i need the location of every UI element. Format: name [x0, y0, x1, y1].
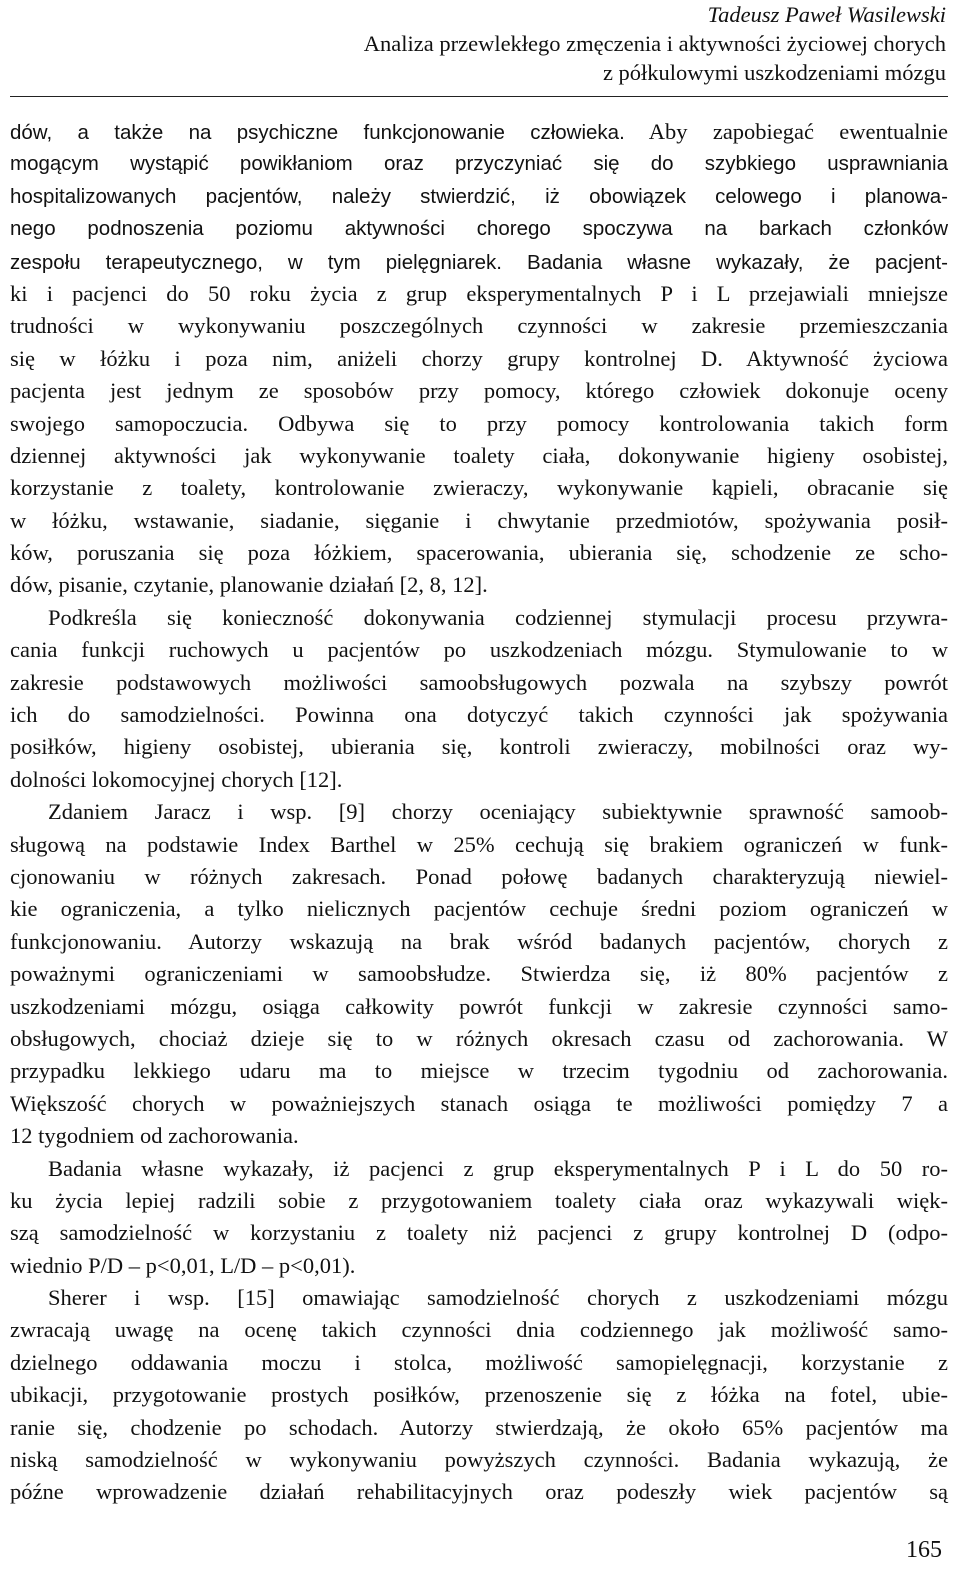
text-segment: Odbywa się to przy pomocy kontrolowania takich form — [248, 410, 948, 436]
text-line: funkcjonowaniu. Autorzy wskazują na brak wśród badanych pacjentów, chorych z — [10, 928, 948, 954]
text-line: ku życia lepiej radzili sobie z przygotowaniem toalety ciała oraz wykazywali więk- — [10, 1187, 948, 1213]
text-line: zwracają uwagę na ocenę takich czynności dnia codziennego jak możliwość samo- — [10, 1317, 948, 1343]
text-segment: swojego samopoczucia. — [10, 410, 249, 436]
text-line: hospitalizowanych pacjentów, należy stwierdzić, iż obowiązek celowego i planowa- — [10, 184, 948, 208]
text-line: ubikacji, przygotowanie prostych posiłków, przenoszenie się z łóżka na fotel, ubie- — [10, 1382, 948, 1408]
text-line: Zdaniem Jaracz i wsp. [9] chorzy oceniający subiektywnie sprawność samoob- — [48, 799, 948, 825]
text-line: ków, poruszania się poza łóżkiem, spacerowania, ubierania się, schodzenie ze scho- — [10, 540, 948, 566]
text-line: trudności w wykonywaniu poszczególnych czynności w zakresie przemieszczania — [10, 313, 948, 339]
text-line: ki i pacjenci do 50 roku życia z grup eksperymentalnych P i L przejawiali mniejsze — [10, 280, 948, 306]
text-line: uszkodzeniami mózgu, osiąga całkowity powrót funkcji w zakresie czynności samo- — [10, 993, 948, 1019]
text-line: mogącym wystąpić powikłaniom oraz przyczyniać się do szybkiego usprawniania — [10, 152, 948, 176]
text-line: korzystanie z toalety, kontrolowanie zwieraczy, wykonywanie kąpieli, obracanie się — [10, 475, 948, 501]
header-title-line-2: z półkulowymi uszkodzeniami mózgu — [602, 60, 946, 85]
page-number: 165 — [906, 1537, 942, 1563]
text-line: dziennej aktywności jak wykonywanie toalety ciała, dokonywanie higieny osobistej, — [10, 442, 948, 468]
text-segment: zespołu terapeutycznego, w tym pielęgniarek. — [10, 250, 503, 274]
text-line: przypadku lekkiego udaru ma to miejsce w trzecim tygodniu od zachorowania. — [10, 1058, 948, 1084]
text-line: wiednio P/D – p<0,01, L/D – p<0,01). — [10, 1252, 356, 1278]
text-line: ranie się, chodzenie po schodach. Autorzy stwierdzają, że około 65% pacjentów ma — [10, 1414, 948, 1440]
text-line: dów, pisanie, czytanie, planowanie działań [2, 8, 12]. — [10, 572, 488, 598]
text-line: obsługowych, chociaż dzieje się to w różnych okresach czasu od zachorowania. W — [10, 1025, 948, 1051]
text-line: Większość chorych w poważniejszych stanach osiąga te możliwości pomiędzy 7 a — [10, 1090, 948, 1116]
text-line: cania funkcji ruchowych u pacjentów po uszkodzeniach mózgu. Stymulowanie to w — [10, 637, 948, 663]
text-line: w łóżku, wstawanie, siadanie, sięganie i chwytanie przedmiotów, spożywania posił- — [10, 507, 948, 533]
text-segment: dów, a także na psychiczne funkcjonowanie człowieka. — [10, 121, 625, 144]
text-line: Podkreśla się konieczność dokonywania codziennej stymulacji procesu przywra- — [48, 604, 948, 630]
text-line: się w łóżku i poza nim, aniżeli chorzy grupy kontrolnej D. Aktywność życiowa — [10, 345, 948, 371]
text-line: poważnymi ograniczeniami w samoobsłudze. Stwierdza się, iż 80% pacjentów z — [10, 961, 948, 987]
text-line: kie ograniczenia, a tylko nielicznych pacjentów cechuje średni poziom ograniczeń w — [10, 896, 948, 922]
text-line: nego podnoszenia poziomu aktywności chorego spoczywa na barkach członków — [10, 217, 948, 241]
text-line: szą samodzielność w korzystaniu z toalety niż pacjenci z grupy kontrolnej D (odpo- — [10, 1220, 948, 1246]
text-line: dolności lokomocyjnej chorych [12]. — [10, 766, 343, 792]
text-line: późne wprowadzenie działań rehabilitacyjnych oraz podeszły wiek pacjentów są — [10, 1479, 948, 1505]
text-line: cjonowaniu w różnych zakresach. Ponad połowę badanych charakteryzują niewiel- — [10, 863, 948, 889]
text-line — [10, 246, 948, 278]
text-line — [10, 408, 948, 440]
text-line: pacjenta jest jednym ze sposobów przy pomocy, którego człowiek dokonuje oceny — [10, 378, 948, 404]
text-line: Badania własne wykazały, iż pacjenci z grup eksperymentalnych P i L do 50 ro- — [48, 1155, 948, 1181]
header-author: Tadeusz Paweł Wasilewski — [707, 2, 946, 27]
text-segment: Aby zapobiegać ewentualnie — [624, 119, 948, 144]
text-segment: Badania własne wykazały, że pacjent- — [502, 250, 948, 274]
running-header — [10, 0, 948, 97]
text-line: niską samodzielność w wykonywaniu powyższych czynności. Badania wykazują, że — [10, 1447, 948, 1473]
text-line: sługową na podstawie Index Barthel w 25% cechują się brakiem ograniczeń w funk- — [10, 831, 948, 857]
text-line: ich do samodzielności. Powinna ona dotyczyć takich czynności jak spożywania — [10, 702, 948, 728]
text-line — [10, 116, 948, 148]
text-line: Sherer i wsp. [15] omawiając samodzielność chorych z uszkodzeniami mózgu — [48, 1285, 948, 1311]
body-text — [10, 116, 948, 1509]
text-line: posiłków, higieny osobistej, ubierania się, kontroli zwieraczy, mobilności oraz wy- — [10, 734, 948, 760]
header-title-line-1: Analiza przewlekłego zmęczenia i aktywności życiowej chorych — [363, 31, 946, 56]
text-line: 12 tygodniem od zachorowania. — [10, 1123, 299, 1149]
text-line: zakresie podstawowych możliwości samoobsługowych pozwala na szybszy powrót — [10, 669, 948, 695]
text-line: dzielnego oddawania moczu i stolca, możliwość samopielęgnacji, korzystanie z — [10, 1349, 948, 1375]
